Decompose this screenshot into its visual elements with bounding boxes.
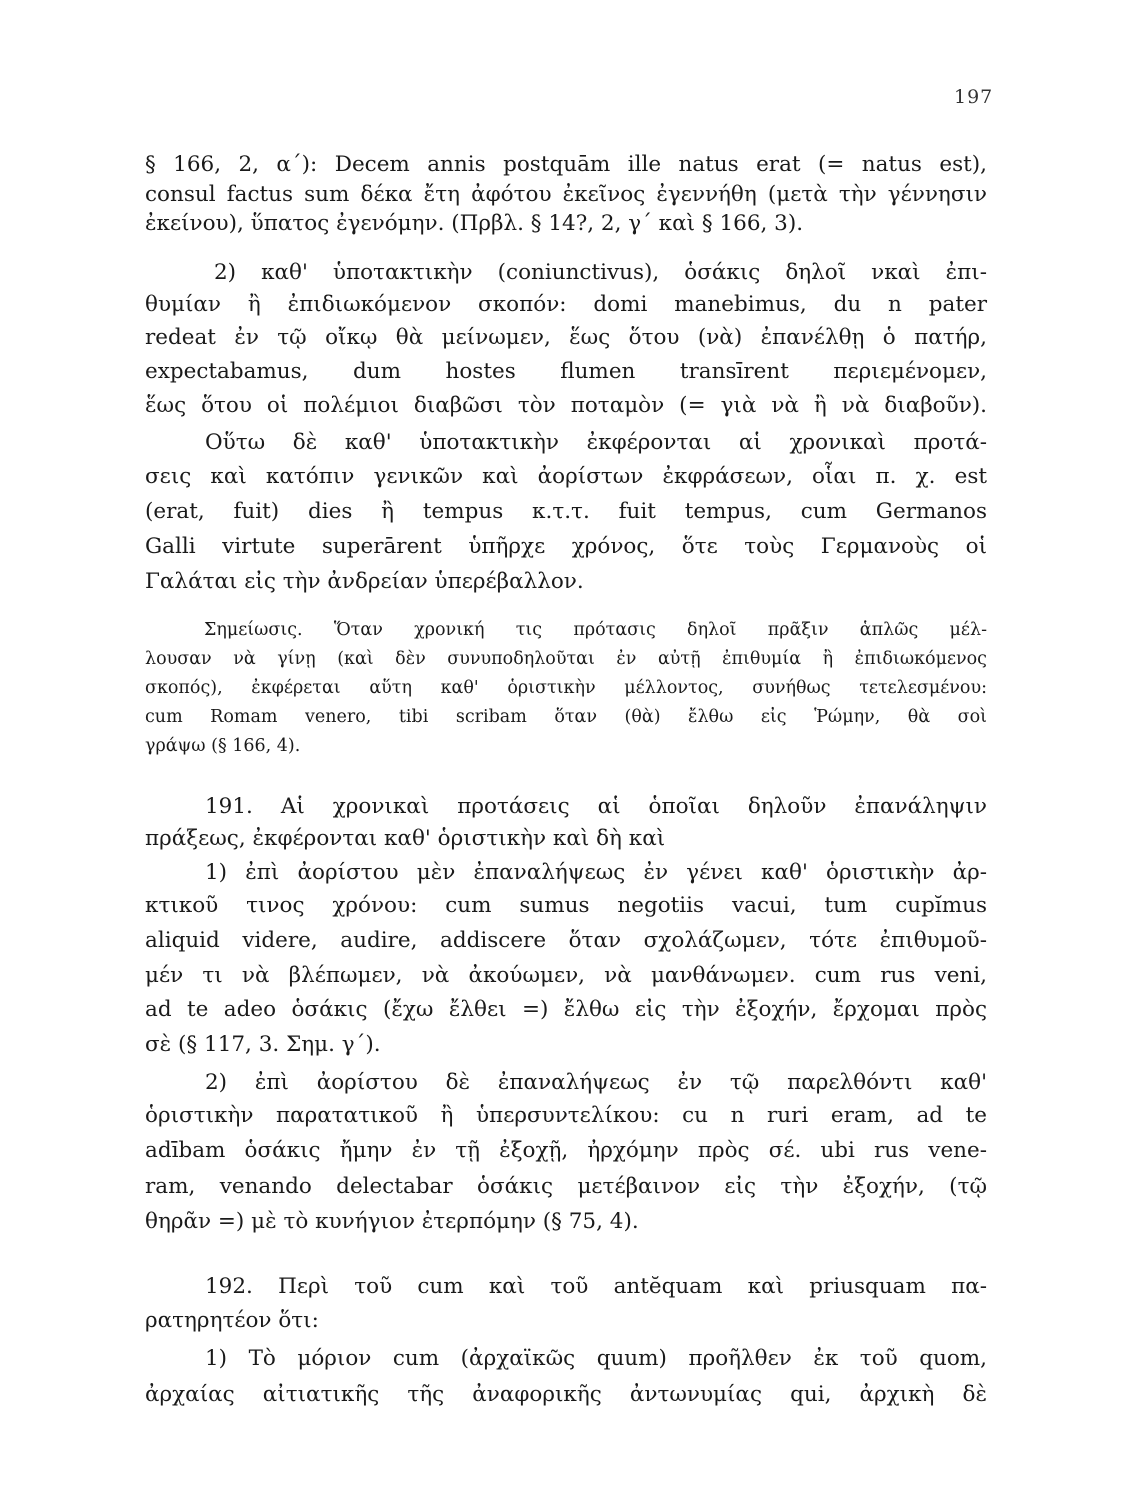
text-line: adībam ὁσάκις ἤμην ἐν τῇ ἐξοχῇ, ἠρχόμην πρὸς σέ. ubi rus vene- — [145, 1138, 987, 1163]
text-line: aliquid videre, audire, addiscere ὅταν σχολάζωμεν, τότε ἐπιθυμοῦ- — [145, 928, 987, 953]
text-line: πράξεως, ἐκφέρονται καθ' ὁριστικὴν καὶ δὴ καὶ — [145, 826, 666, 851]
text-line: θυμίαν ἢ ἐπιδιωκόμενον σκοπόν: domi manebimus, du n pater — [145, 292, 987, 317]
page-number: 197 — [954, 86, 994, 108]
text-line: σὲ (§ 117, 3. Σημ. γ΄). — [145, 1032, 381, 1057]
text-line: consul factus sum δέκα ἔτη ἀφότου ἐκεῖνος ἐγεννήθη (μετὰ τὴν γέννησιν — [145, 182, 987, 207]
section-191-heading: 191. Αἱ χρονικαὶ προτάσεις αἱ ὁποῖαι δηλοῦν ἐπανάληψιν — [205, 794, 987, 819]
text-line: expectabamus, dum hostes flumen transīrent περιεμένομεν, — [145, 359, 987, 384]
text-line: ρατηρητέον ὅτι: — [145, 1308, 319, 1333]
text-line: 2) καθ' ὑποτακτικὴν (coniunctivus), ὁσάκις δηλοῖ νκαὶ ἐπι- — [214, 260, 987, 285]
text-line: redeat ἐν τῷ οἴκῳ θὰ μείνωμεν, ἕως ὅτου (νὰ) ἐπανέλθῃ ὁ πατήρ, — [145, 325, 987, 350]
text-line: ἐκείνου), ὕπατος ἐγενόμην. (Πρβλ. § 14?, 2, γ΄ καὶ § 166, 3). — [145, 211, 804, 236]
text-line: 1) ἐπὶ ἀορίστου μὲν ἐπαναλήψεως ἐν γένει καθ' ὁριστικὴν ἀρ- — [205, 860, 987, 885]
section-192-heading: 192. Περὶ τοῦ cum καὶ τοῦ antĕquam καὶ priusquam πα- — [205, 1274, 987, 1299]
text-line: (erat, fuit) dies ἢ tempus κ.τ.τ. fuit tempus, cum Germanos — [145, 499, 987, 524]
text-line: ad te adeo ὁσάκις (ἔχω ἔλθει =) ἔλθω εἰς τὴν ἐξοχήν, ἔρχομαι πρὸς — [145, 997, 987, 1022]
text-line: 2) ἐπὶ ἀορίστου δὲ ἐπαναλήψεως ἐν τῷ παρελθόντι καθ' — [205, 1070, 987, 1095]
note-line: λουσαν νὰ γίνῃ (καὶ δὲν συνυποδηλοῦται ἐν αὐτῇ ἐπιθυμία ἢ ἐπιδιωκόμενος — [145, 649, 987, 669]
text-line: § 166, 2, α΄): Decem annis postquām ille natus erat (= natus est), — [145, 152, 987, 177]
note-line: σκοπός), ἐκφέρεται αὕτη καθ' ὁριστικὴν μέλλοντος, συνήθως τετελεσμένου: — [145, 678, 987, 698]
text-line: ἀρχαίας αἰτιατικῆς τῆς ἀναφορικῆς ἀντωνυμίας qui, ἀρχικὴ δὲ — [145, 1382, 987, 1407]
text-line: ἕως ὅτου οἱ πολέμιοι διαβῶσι τὸν ποταμὸν (= γιὰ νὰ ἢ νὰ διαβοῦν). — [145, 393, 987, 418]
text-line: 1) Τὸ μόριον cum (ἀρχαϊκῶς quum) προῆλθεν ἐκ τοῦ quom, — [205, 1346, 987, 1371]
text-line: Γαλάται εἰς τὴν ἀνδρείαν ὑπερέβαλλον. — [145, 569, 584, 594]
note-line: Σημείωσις. Ὅταν χρονική τις πρότασις δηλοῖ πρᾶξιν ἁπλῶς μέλ- — [204, 620, 987, 640]
text-line: κτικοῦ τινος χρόνου: cum sumus negotiis vacui, tum cupĭmus — [145, 893, 987, 918]
text-line: ram, venando delectabar ὁσάκις μετέβαινον εἰς τὴν ἐξοχήν, (τῷ — [145, 1174, 987, 1199]
note-line: γράψω (§ 166, 4). — [145, 736, 301, 756]
text-line: μέν τι νὰ βλέπωμεν, νὰ ἀκούωμεν, νὰ μανθάνωμεν. cum rus veni, — [145, 963, 987, 988]
text-line: θηρᾶν =) μὲ τὸ κυνήγιον ἐτερπόμην (§ 75, 4). — [145, 1209, 639, 1234]
text-line: Galli virtute superārent ὑπῆρχε χρόνος, ὅτε τοὺς Γερμανοὺς οἱ — [145, 534, 987, 559]
note-line: cum Romam venero, tibi scribam ὅταν (θὰ) ἔλθω εἰς Ῥώμην, θὰ σοὶ — [145, 707, 987, 727]
text-line: Οὕτω δὲ καθ' ὑποτακτικὴν ἐκφέρονται αἱ χρονικαὶ προτά- — [205, 430, 987, 455]
text-line: ὁριστικὴν παρατατικοῦ ἢ ὑπερσυντελίκου: cu n ruri eram, ad te — [145, 1103, 987, 1128]
text-line: σεις καὶ κατόπιν γενικῶν καὶ ἀορίστων ἐκφράσεων, οἷαι π. χ. est — [145, 464, 987, 489]
